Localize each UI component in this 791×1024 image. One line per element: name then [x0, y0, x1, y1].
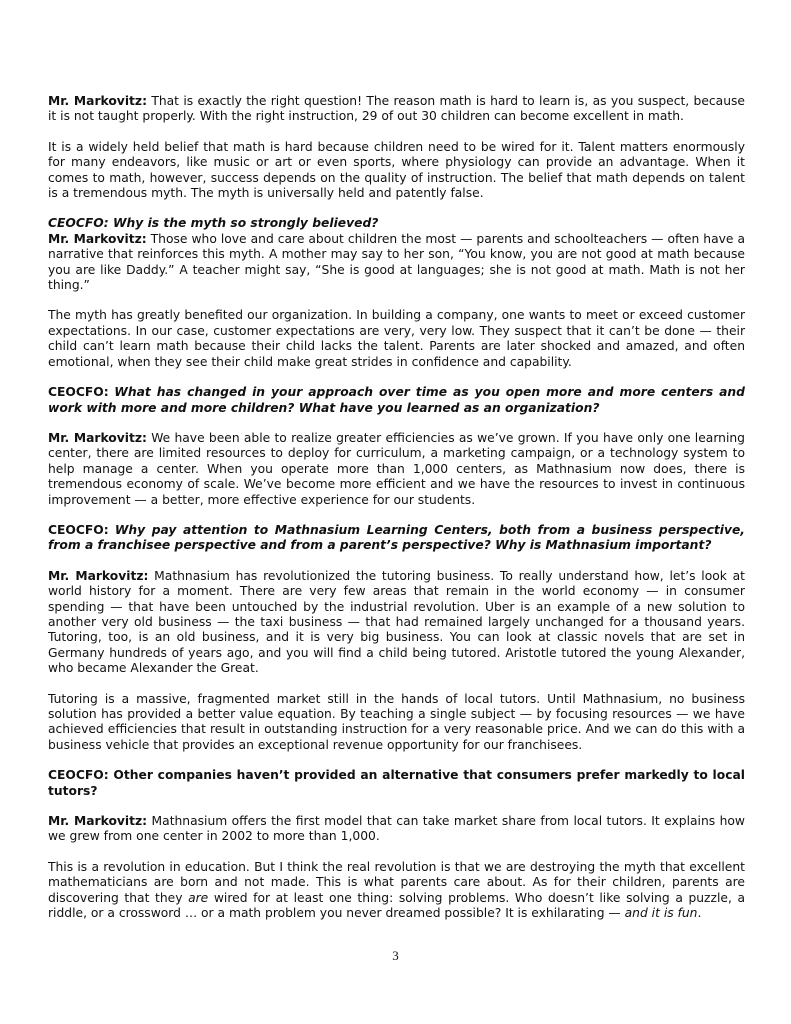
answer-text: Mathnasium has revolutionized the tutoring business. To really understand how, let’s look at world history for a moment. There are very few areas that remain in the world economy — in consumer spending — that have been untouched by the industrial revolution. Uber is an example of a new solution to another very old business — the taxi business — that had remained largely unchanged for a thousand years. Tutoring, too, is an old business, and it is very big business. You can look at classic novels that are set in Germany hundreds of years ago, and you will find a child being tutored. Aristotle tutored the young Alexander, who became Alexander the Great.	[48, 568, 745, 676]
body-text: .	[697, 906, 702, 921]
question-text: Why pay attention to Mathnasium Learning Centers, both from a business perspective, from a franchisee perspective and from a parent’s perspective? Why is Mathnasium important?	[48, 522, 745, 553]
question-text: CEOCFO: Why is the myth so strongly believed?	[48, 216, 379, 231]
question-text: CEOCFO: Other companies haven’t provided an alternative that consumers prefer markedly to local tutors?	[48, 768, 745, 798]
question-paragraph	[48, 385, 745, 416]
body-paragraph: The myth has greatly benefited our organization. In building a company, one wants to meet or exceed customer expectations. In our case, customer expectations are very, very low. They suspect that it can’t be done — their child can’t learn math because their child lacks the talent. Parents are later shocked and amazed, and often emotional, when they see their child make great strides in confidence and capability.	[48, 308, 745, 369]
answer-text: We have been able to realize greater efficiencies as we’ve grown. If you have only one learning center, there are limited resources to deploy for curriculum, a marketing campaign, or a technology system to help manage a center. When you operate more than 1,000 centers, as Mathnasium now does, there is tremendous economy of scale. We’ve become more efficient and we have the resources to invest in continuous improvement — a better, more effective experience for our students.	[48, 430, 745, 507]
speaker-label: Mr. Markovitz:	[48, 814, 148, 829]
speaker-label: Mr. Markovitz:	[48, 430, 147, 445]
page-number: 3	[392, 948, 399, 963]
speaker-label: Mr. Markovitz:	[48, 94, 147, 108]
emphasis-text: and it is fun	[624, 906, 698, 921]
body-paragraph	[48, 860, 745, 922]
question-paragraph	[48, 216, 745, 231]
speaker-label: Mr. Markovitz:	[48, 231, 147, 246]
speaker-label: Mr. Markovitz:	[48, 568, 149, 583]
body-paragraph: Tutoring is a massive, fragmented market still in the hands of local tutors. Until Mathnasium, no business solution has provided a better value equation. By teaching a single subject — by focusing resources — we have achieved efficiencies that result in outstanding instruction for a very reasonable price. And we can do this with a business vehicle that provides an exceptional revenue opportunity for our franchisees.	[48, 691, 745, 752]
body-text: wired for at least one thing: solving problems. Who doesn’t like solving a puzzle, a riddle, or a crossword … or a math problem you never dreamed possible? It is exhilarating —	[48, 890, 746, 921]
answer-paragraph	[48, 569, 745, 677]
answer-text: That is exactly the right question! The reason math is hard to learn is, as you suspect, because it is not taught properly. With the right instruction, 29 of out 30 children can become excellent in math.	[48, 94, 745, 124]
body-paragraph: It is a widely held belief that math is hard because children need to be wired for it. Talent matters enormously for many endeavors, like music or art or even sports, where physiology can provide an advantage. When it comes to math, however, success depends on the quality of instruction. The belief that math depends on talent is a tremendous myth. The myth is universally held and patently false.	[48, 139, 745, 201]
interviewer-label: CEOCFO:	[48, 522, 109, 537]
body-text: This is a revolution in education. But I think the real revolution is that we are destroying the myth that excellent mathematicians are born and not made. This is what parents care about. As for their children, parents are discovering that they	[48, 859, 745, 905]
answer-paragraph	[48, 232, 745, 294]
answer-paragraph	[48, 814, 745, 845]
answer-paragraph	[48, 431, 745, 508]
question-text: What has changed in your approach over time as you open more and more centers and work with more and more children? What have you learned as an organization?	[48, 385, 745, 415]
interview-page	[48, 94, 745, 936]
emphasis-text: are	[188, 890, 209, 905]
answer-paragraph	[48, 94, 745, 125]
question-paragraph	[48, 768, 745, 799]
answer-text: Mathnasium offers the first model that can take market share from local tutors. It explains how we grew from one center in 2002 to more than 1,000.	[48, 814, 745, 844]
interviewer-label: CEOCFO:	[48, 385, 109, 400]
question-paragraph	[48, 523, 745, 554]
answer-text: Those who love and care about children the most — parents and schoolteachers — often have a narrative that reinforces this myth. A mother may say to her son, “You know, you are not good at math because you are like Daddy.” A teacher might say, “She is good at languages; she is not good at math. Math is not her thing.”	[48, 231, 745, 293]
